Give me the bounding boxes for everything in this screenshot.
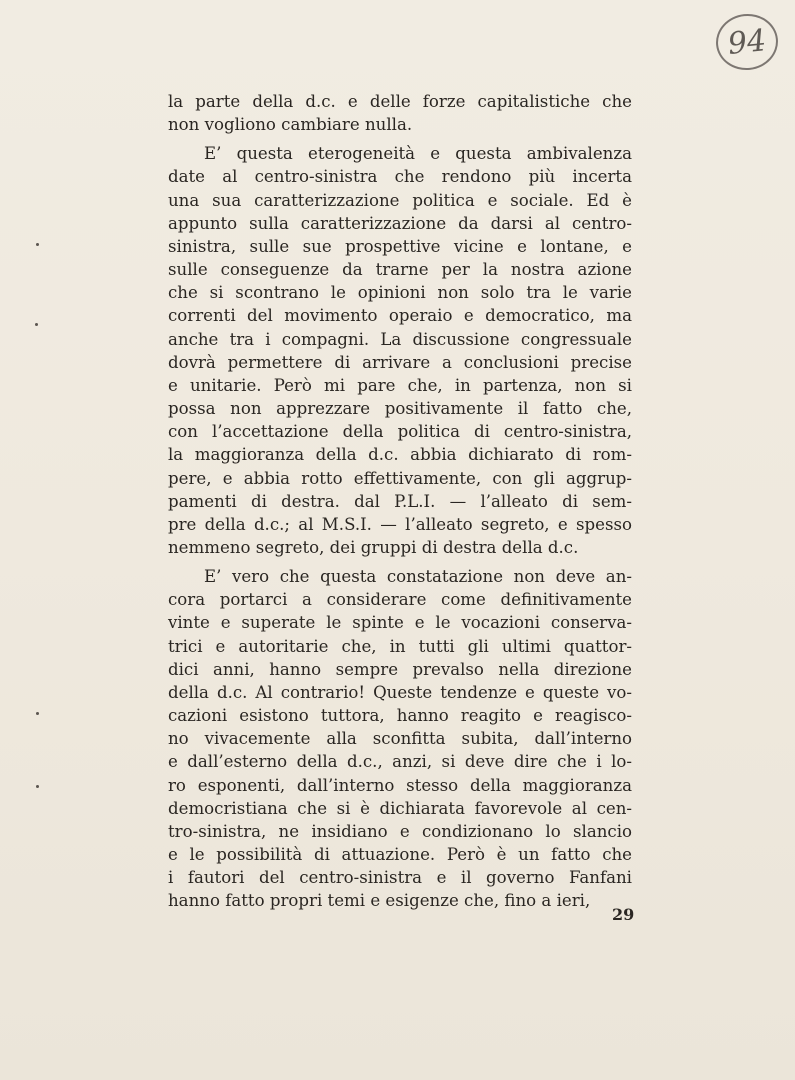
text-line: nemmeno segreto, dei gruppi di destra della d.c. [168,537,579,557]
archive-stamp-number: 94 [726,22,768,62]
body-text [168,90,632,912]
text-line: della d.c. Al contrario! Queste tendenze e queste vo- [168,682,632,702]
margin-mark [36,785,39,788]
text-line: date al centro-sinistra che rendono più incerta [168,167,632,187]
text-line: la maggioranza della d.c. abbia dichiarato di rom- [168,445,632,465]
page-number: 29 [612,905,635,924]
text-line: che si scontrano le opinioni non solo tra le varie [168,283,632,303]
text-line: appunto sulla caratterizzazione da darsi al centro- [168,213,632,233]
text-line: non vogliono cambiare nulla. [168,115,413,135]
text-line: correnti del movimento operaio e democratico, ma [168,306,632,326]
text-line: democristiana che si è dichiarata favorevole al cen- [168,798,632,818]
text-line: E’ questa eterogeneità e questa ambivalenza [204,144,632,164]
text-line: hanno fatto propri temi e esigenze che, fino a ieri, [168,891,591,911]
paragraph [168,565,632,912]
margin-mark [35,323,38,326]
text-line: una sua caratterizzazione politica e sociale. Ed è [168,190,632,210]
text-line: i fautori del centro-sinistra e il governo Fanfani [168,868,632,888]
text-line: pere, e abbia rotto effettivamente, con gli aggrup- [168,468,632,488]
text-line: tro-sinistra, ne insidiano e condizionano lo slancio [168,821,632,841]
text-line: E’ vero che questa constatazione non deve an- [204,567,632,587]
text-line: dovrà permettere di arrivare a conclusioni precise [168,352,632,372]
text-line: ro esponenti, dall’interno stesso della maggioranza [168,775,632,795]
paragraph [168,142,632,559]
text-line: cazioni esistono tuttora, hanno reagito e reagisco- [168,706,632,726]
text-line: e unitarie. Però mi pare che, in partenza, non si [168,375,632,395]
text-line: con l’accettazione della politica di centro-sinistra, [168,422,632,442]
text-line: pre della d.c.; al M.S.I. — l’alleato segreto, e spesso [168,514,632,534]
text-line: la parte della d.c. e delle forze capitalistiche che [168,92,632,111]
text-line: anche tra i compagni. La discussione congressuale [168,329,632,349]
text-line: pamenti di destra. dal P.L.I. — l’alleato di sem- [168,491,632,511]
text-line: e le possibilità di attuazione. Però è un fatto che [168,845,632,864]
text-line: e dall’esterno della d.c., anzi, si deve dire che i lo- [168,752,632,772]
text-line: sulle conseguenze da trarne per la nostra azione [168,260,632,280]
margin-mark [36,243,39,246]
text-line: dici anni, hanno sempre prevalso nella direzione [168,659,632,679]
paragraph [168,90,632,136]
text-line: sinistra, sulle sue prospettive vicine e lontane, e [168,236,632,256]
text-line: trici e autoritarie che, in tutti gli ultimi quattor- [168,636,632,656]
text-line: vinte e superate le spinte e le vocazioni conserva- [168,613,632,633]
text-line: possa non apprezzare positivamente il fatto che, [168,399,632,419]
text-line: no vivacemente alla sconfitta subita, dall’interno [168,729,632,749]
margin-mark [36,712,39,715]
archive-stamp [713,11,781,73]
text-line: cora portarci a considerare come definitivamente [168,590,632,610]
